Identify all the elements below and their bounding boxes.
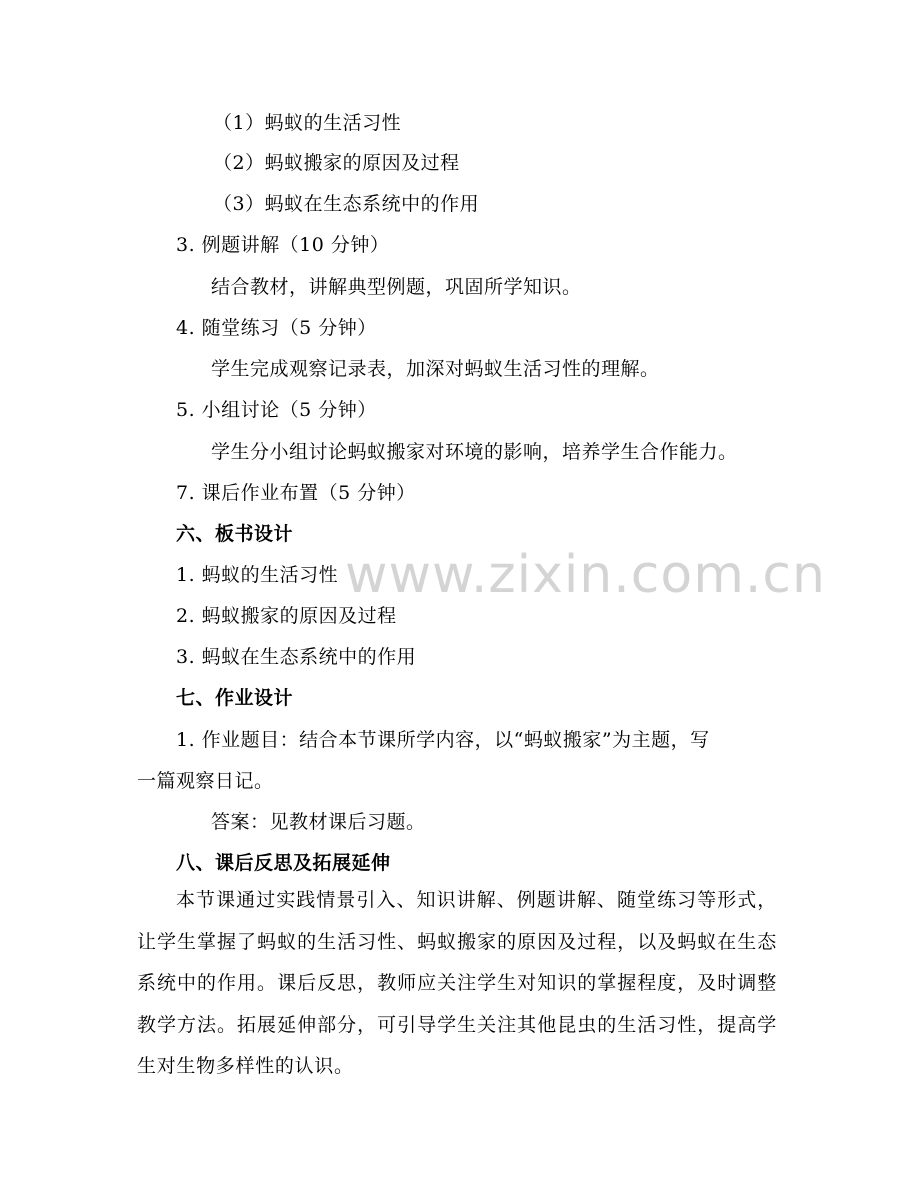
sub-item-ant-ecosystem-role: （3）蚂蚁在生态系统中的作用	[213, 193, 480, 215]
step-homework-assignment: 7. 课后作业布置（5 分钟）	[176, 482, 416, 504]
step-example-explanation: 3. 例题讲解（10 分钟）	[176, 234, 390, 256]
board-item-1: 1. 蚂蚁的生活习性	[176, 564, 339, 586]
homework-answer: 答案：见教材课后习题。	[211, 811, 426, 833]
homework-item-line-1: 1. 作业题目：结合本节课所学内容，以“蚂蚁搬家”为主题，写	[176, 729, 710, 751]
section-heading-board-design: 六、板书设计	[176, 523, 294, 545]
sub-item-ant-moving-reasons: （2）蚂蚁搬家的原因及过程	[213, 152, 460, 174]
board-item-2: 2. 蚂蚁搬家的原因及过程	[176, 605, 397, 627]
step-example-explanation-desc: 结合教材，讲解典型例题，巩固所学知识。	[211, 276, 582, 298]
step-group-discussion: 5. 小组讨论（5 分钟）	[176, 399, 377, 421]
step-in-class-practice-desc: 学生完成观察记录表，加深对蚂蚁生活习性的理解。	[211, 358, 660, 380]
reflection-paragraph: 本节课通过实践情景引入、知识讲解、例题讲解、随堂练习等形式，让学生掌握了蚂蚁的生活习性、蚂蚁搬家的原因及过程，以及蚂蚁在生态系统中的作用。课后反思，教师应关注学生对知识的掌握程度，及时调整教学方法。拓展延伸部分，可引导学生关注其他昆虫的生活习性，提高学生对生物多样性的认识。	[137, 889, 777, 1078]
homework-item-line-2: 一篇观察日记。	[137, 770, 274, 792]
step-in-class-practice: 4. 随堂练习（5 分钟）	[176, 317, 377, 339]
section-heading-reflection: 八、课后反思及拓展延伸	[176, 852, 391, 874]
board-item-3: 3. 蚂蚁在生态系统中的作用	[176, 646, 417, 668]
sub-item-ant-habits: （1）蚂蚁的生活习性	[213, 112, 402, 134]
section-heading-homework-design: 七、作业设计	[176, 687, 294, 709]
step-group-discussion-desc: 学生分小组讨论蚂蚁搬家对环境的影响，培养学生合作能力。	[211, 441, 738, 463]
watermark: www.zixin.com.cn	[345, 545, 826, 605]
